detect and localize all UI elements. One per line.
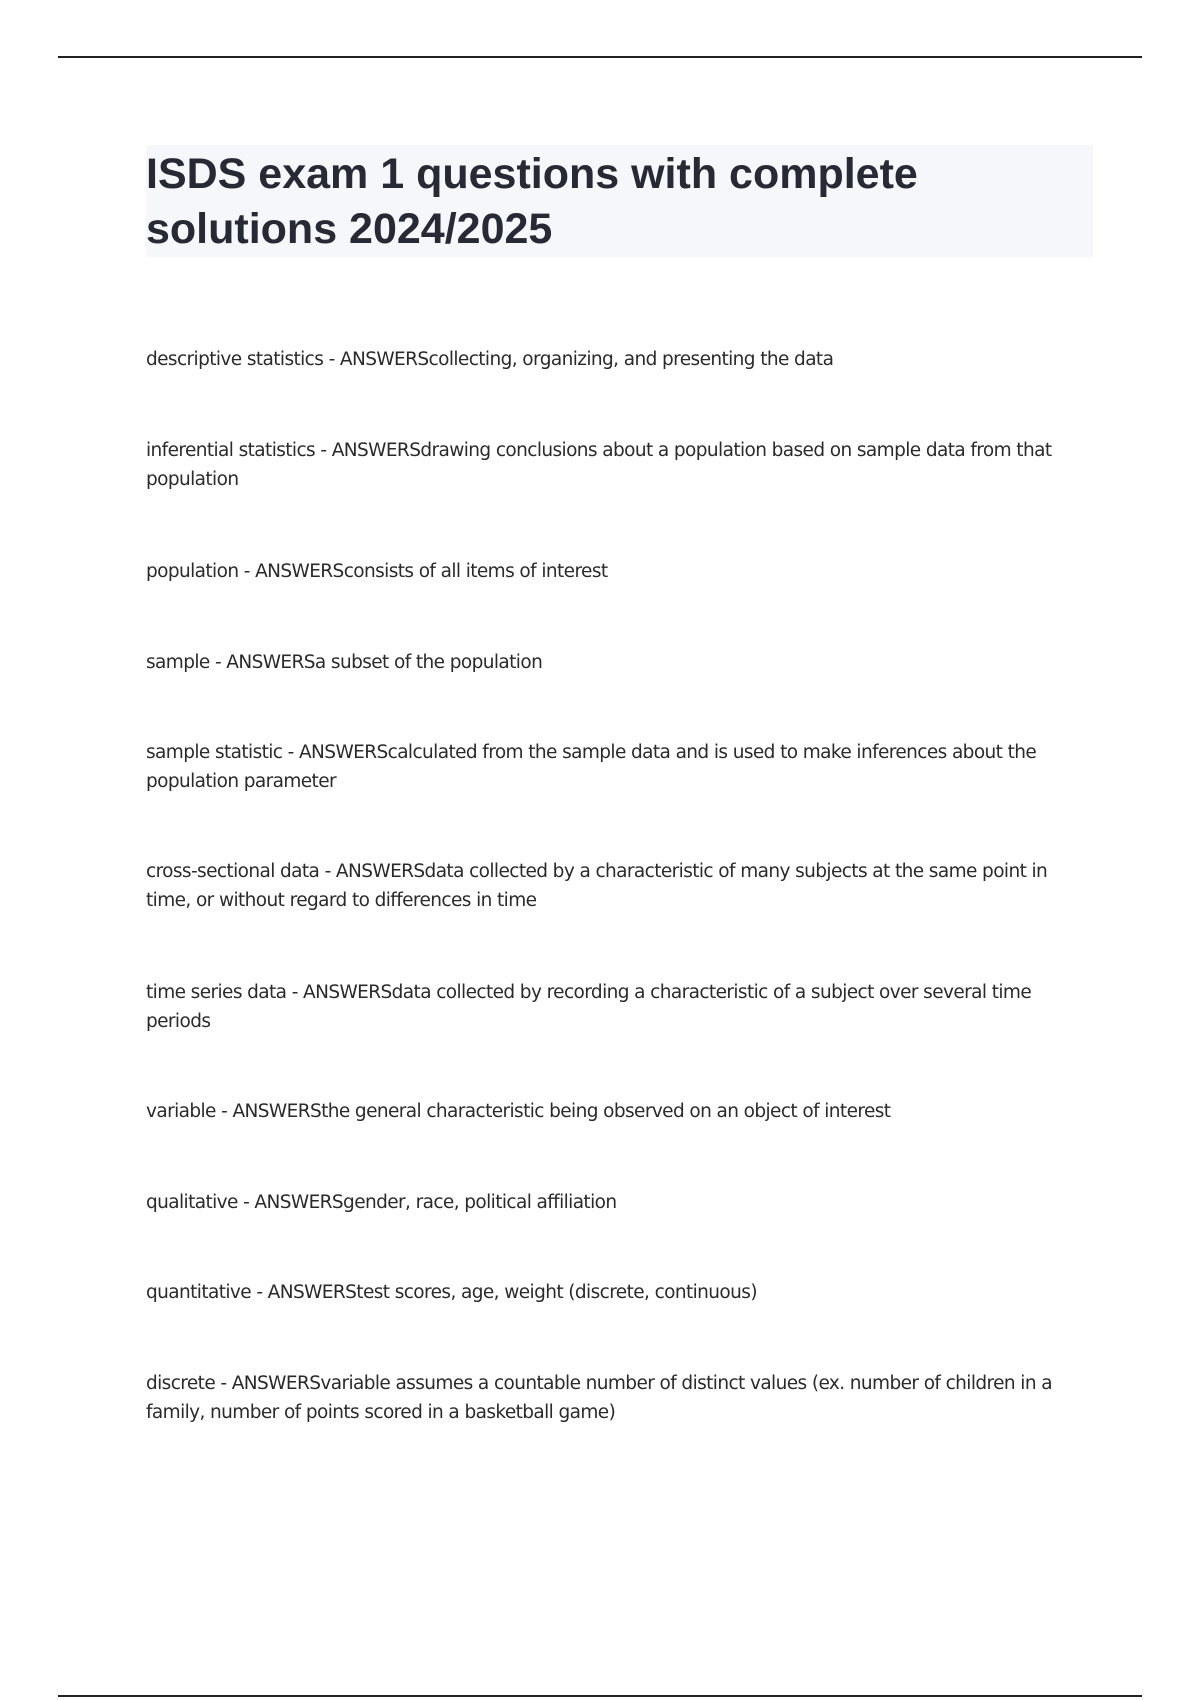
qa-item: descriptive statistics - ANSWERScollecting, organizing, and presenting the data [146, 349, 834, 370]
qa-item: sample statistic - ANSWERScalculated from the sample data and is used to make inferences about the population parameter [146, 742, 1037, 792]
header-rule [58, 56, 1142, 58]
footer-rule [58, 1695, 1142, 1697]
qa-item: quantitative - ANSWERStest scores, age, weight (discrete, continuous) [146, 1282, 757, 1303]
qa-item: sample - ANSWERSa subset of the population [146, 652, 543, 673]
qa-item: cross-sectional data - ANSWERSdata collected by a characteristic of many subjects at the same point in time, or without regard to differences in time [146, 861, 1048, 911]
qa-item: inferential statistics - ANSWERSdrawing conclusions about a population based on sample data from that population [146, 440, 1052, 490]
document-title: ISDS exam 1 questions with complete solutions 2024/2025 [146, 150, 918, 253]
qa-item: time series data - ANSWERSdata collected by recording a characteristic of a subject over several time periods [146, 982, 1032, 1032]
qa-item: population - ANSWERSconsists of all items of interest [146, 561, 608, 582]
qa-item: qualitative - ANSWERSgender, race, political affiliation [146, 1192, 617, 1213]
qa-item: discrete - ANSWERSvariable assumes a countable number of distinct values (ex. number of children in a family, number of points scored in a basketball game) [146, 1373, 1052, 1423]
qa-item: variable - ANSWERSthe general characteristic being observed on an object of interest [146, 1101, 891, 1122]
title-block [146, 145, 1093, 257]
